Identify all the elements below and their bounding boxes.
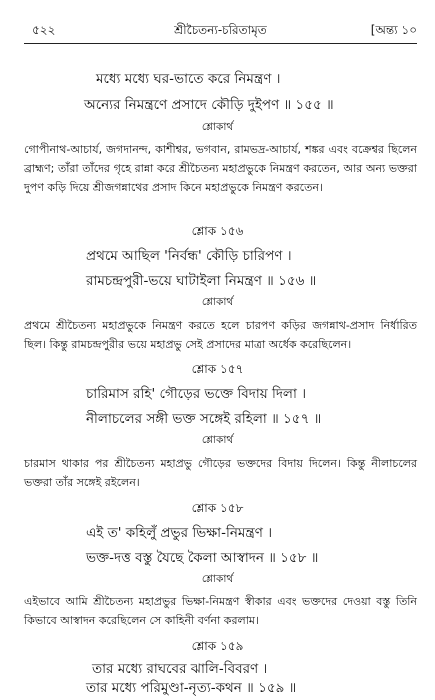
running-header — [24, 20, 417, 42]
verse-156-line-1: প্রথমে আছিল 'নির্বন্ধ' কৌড়ি চারিপণ । — [86, 248, 292, 264]
verse-label-158: শ্লোক ১৫৮ — [191, 501, 244, 515]
page-number: ৫২২ — [32, 23, 56, 37]
verse-label-159: শ্লোক ১৫৯ — [191, 639, 244, 653]
verse-155-line-1: মধ্যে মধ্যে ঘর-ভাতে করে নিমন্ত্রণ । — [96, 71, 281, 87]
translation-label-158: শ্লোকার্থ — [201, 573, 234, 585]
translation-157: চারমাস থাকার পর শ্রীচৈতন্য মহাপ্রভু গৌড়ের ভক্তদের বিদায় দিলেন। কিন্তু নীলাচলের ভক্তরা তাঁর সঙ্গেই রইলেন। — [24, 457, 417, 489]
verse-155-line-2: অন্যের নিমন্ত্রণে প্রসাদে কৌড়ি দুইপণ ॥ ১৫৫ ॥ — [84, 97, 334, 113]
verse-label-157: শ্লোক ১৫৭ — [191, 362, 244, 376]
verse-label-156: শ্লোক ১৫৬ — [191, 224, 244, 238]
book-title: শ্রীচৈতন্য-চরিতামৃত — [174, 23, 267, 37]
verse-158-line-2: ভক্ত-দত্ত বস্তু যৈছে কৈলা আস্বাদন ॥ ১৫৮ ॥ — [86, 550, 319, 566]
verse-159-line-1: তার মধ্যে রাঘবের ঝালি-বিবরণ । — [92, 661, 268, 677]
verse-157-line-2: নীলাচলের সঙ্গী ভক্ত সঙ্গেই রহিলা ॥ ১৫৭ ॥ — [86, 411, 322, 427]
verse-156-line-2: রামচন্দ্রপুরী-ভয়ে ঘাটাইলা নিমন্ত্রণ ॥ ১৫৬ ॥ — [86, 273, 317, 289]
verse-159-line-2: তার মধ্যে পরিমুণ্ডা-নৃত্য-কথন ॥ ১৫৯ ॥ — [86, 680, 297, 696]
header-rule — [24, 43, 417, 44]
translation-155: গোপীনাথ-আচার্য, জগদানন্দ, কাশীশ্বর, ভগবান, রামভদ্র-আচার্য, শঙ্কর এবং বক্রেশ্বর ছিলেন ব্রাহ্মণ; তাঁরা তাঁদের গৃহে রান্না করে শ্রীচৈতন্য মহাপ্রভুকে নিমন্ত্রণ করতেন, আর অন্য ভক্তরা দুপণ কড়ি দিয়ে শ্রীজগন্নাথের প্রসাদ কিনে মহাপ্রভুকে নিমন্ত্রণ করতেন। — [24, 143, 417, 194]
translation-label-157: শ্লোকার্থ — [201, 434, 234, 446]
verse-157-line-1: চারিমাস রহি' গৌড়ের ভক্তে বিদায় দিলা । — [86, 386, 307, 402]
translation-158: এইভাবে আমি শ্রীচৈতন্য মহাপ্রভুর ভিক্ষা-নিমন্ত্রণ স্বীকার এবং ভক্তদের দেওয়া বস্তু তিনি কিভাবে আস্বাদন করেছিলেন সে কাহিনী বর্ণনা করলাম। — [24, 595, 417, 627]
verse-158-line-1: এই ত' কহিলুঁ প্রভুর ভিক্ষা-নিমন্ত্রণ । — [86, 525, 273, 541]
chapter-reference: [অন্ত্য ১০ — [370, 23, 417, 37]
translation-label-156: শ্লোকার্থ — [201, 296, 234, 308]
translation-label-155: শ্লোকার্থ — [201, 121, 234, 133]
translation-156: প্রথমে শ্রীচৈতন্য মহাপ্রভুকে নিমন্ত্রণ করতে হলে চারপণ কড়ির জগন্নাথ-প্রসাদ নির্ধারিত ছিল। কিন্তু রামচন্দ্রপুরীর ভয়ে মহাপ্রভু সেই প্রসাদের মাত্রা অর্ধেক করেছিলেন। — [24, 319, 417, 351]
